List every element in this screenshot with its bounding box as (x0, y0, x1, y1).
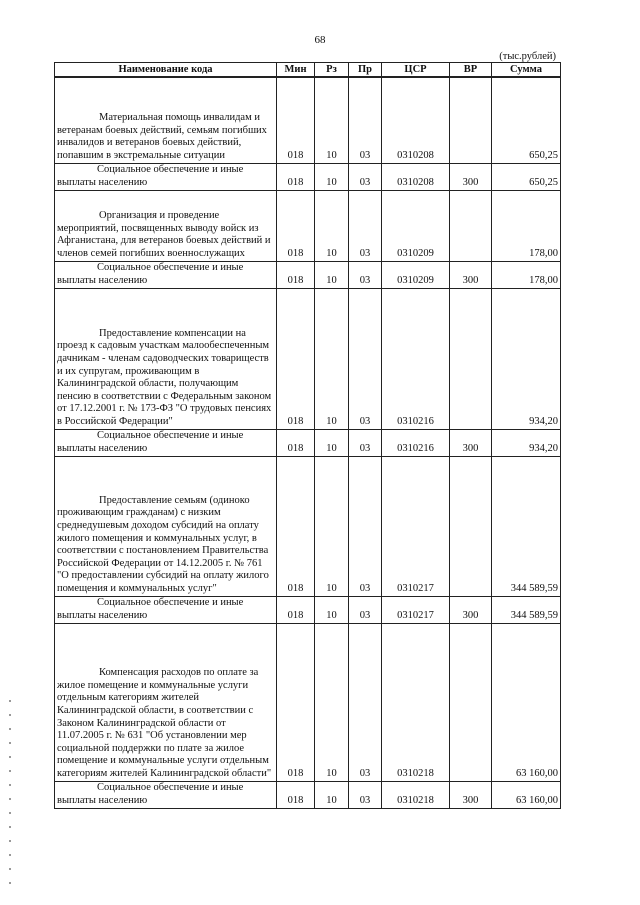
row-rz: 10 (315, 77, 349, 163)
row-sum: 178,00 (492, 190, 561, 261)
row-pr: 03 (349, 456, 382, 596)
row-sum: 63 160,00 (492, 623, 561, 781)
row-rz: 10 (315, 596, 349, 623)
row-sum: 63 160,00 (492, 781, 561, 808)
row-csr: 0310218 (382, 781, 450, 808)
row-rz: 10 (315, 288, 349, 429)
table-row (55, 163, 561, 190)
row-name-text: Компенсация расходов по оплате за жилое помещение и коммунальные услуги отдельным категориям жителей Калининградской области, в соответствии с Законом Калининградской области от 11.07.2005 г. № 631 "Об установлении мер социальной поддержки по плате за жилое помещение и коммунальные услуги отдельным категориям жителей Калининградской области" (57, 667, 272, 779)
header-csr: ЦСР (382, 63, 450, 78)
table-row (55, 288, 561, 429)
row-sum: 344 589,59 (492, 596, 561, 623)
row-csr: 0310208 (382, 163, 450, 190)
table-row (55, 429, 561, 456)
row-pr: 03 (349, 623, 382, 781)
row-name (55, 261, 277, 288)
row-name (55, 623, 277, 781)
row-vr: 300 (450, 163, 492, 190)
row-pr: 03 (349, 77, 382, 163)
row-min: 018 (277, 456, 315, 596)
row-name (55, 288, 277, 429)
header-pr: Пр (349, 63, 382, 78)
units-label: (тыс.рублей) (499, 51, 556, 62)
row-name-text: Социальное обеспечение и иные выплаты населению (57, 597, 244, 621)
row-min: 018 (277, 429, 315, 456)
row-pr: 03 (349, 596, 382, 623)
page-number: 68 (314, 34, 326, 46)
row-rz: 10 (315, 163, 349, 190)
table-row (55, 261, 561, 288)
row-vr (450, 456, 492, 596)
row-name (55, 163, 277, 190)
row-csr: 0310218 (382, 623, 450, 781)
header-rz: Рз (315, 63, 349, 78)
row-name (55, 456, 277, 596)
row-csr: 0310209 (382, 190, 450, 261)
row-csr: 0310216 (382, 429, 450, 456)
row-min: 018 (277, 596, 315, 623)
table-header-row (55, 63, 561, 78)
row-rz: 10 (315, 623, 349, 781)
row-sum: 934,20 (492, 429, 561, 456)
row-name-text: Предоставление семьям (одиноко проживающим гражданам) с низким среднедушевым доходом субсидий на оплату жилого помещения и коммунальных услуг, в соответствии с постановлением Правительства Российской Федерации от 14.12.2005 г. № 761 "О предоставлении субсидий на оплату жилого помещения и коммунальных услуг" (57, 494, 269, 594)
header-name: Наименование кода (55, 63, 277, 78)
row-vr: 300 (450, 596, 492, 623)
row-rz: 10 (315, 781, 349, 808)
row-vr (450, 190, 492, 261)
row-min: 018 (277, 77, 315, 163)
row-name (55, 77, 277, 163)
row-sum: 344 589,59 (492, 456, 561, 596)
row-name-text: Материальная помощь инвалидам и ветеранам боевых действий, семьям погибших инвалидов и ветеранов боевых действий, попавшим в экстремальные ситуации (57, 112, 267, 161)
row-name (55, 429, 277, 456)
row-csr: 0310216 (382, 288, 450, 429)
row-name (55, 596, 277, 623)
row-csr: 0310217 (382, 596, 450, 623)
table-row (55, 77, 561, 163)
header-min: Мин (277, 63, 315, 78)
table-row (55, 623, 561, 781)
row-csr: 0310217 (382, 456, 450, 596)
row-csr: 0310209 (382, 261, 450, 288)
row-rz: 10 (315, 429, 349, 456)
table-row (55, 190, 561, 261)
row-sum: 934,20 (492, 288, 561, 429)
row-name-text: Социальное обеспечение и иные выплаты населению (57, 782, 244, 806)
row-rz: 10 (315, 456, 349, 596)
row-name-text: Организация и проведение мероприятий, посвященных выводу войск из Афганистана, для ветеранов боевых действий и членов семей погибших военнослужащих (57, 210, 271, 259)
margin-marks (9, 700, 11, 890)
row-vr (450, 623, 492, 781)
budget-table (54, 62, 561, 809)
row-min: 018 (277, 190, 315, 261)
header-sum: Сумма (492, 63, 561, 78)
row-name-text: Социальное обеспечение и иные выплаты населению (57, 430, 244, 454)
row-min: 018 (277, 781, 315, 808)
row-rz: 10 (315, 261, 349, 288)
row-vr: 300 (450, 781, 492, 808)
row-pr: 03 (349, 261, 382, 288)
table-row (55, 456, 561, 596)
row-sum: 650,25 (492, 163, 561, 190)
row-name (55, 190, 277, 261)
row-sum: 650,25 (492, 77, 561, 163)
row-pr: 03 (349, 781, 382, 808)
row-min: 018 (277, 261, 315, 288)
row-min: 018 (277, 623, 315, 781)
table-row (55, 596, 561, 623)
row-pr: 03 (349, 288, 382, 429)
row-vr: 300 (450, 429, 492, 456)
header-vr: ВР (450, 63, 492, 78)
table-row (55, 781, 561, 808)
row-rz: 10 (315, 190, 349, 261)
row-vr (450, 77, 492, 163)
row-name-text: Социальное обеспечение и иные выплаты населению (57, 164, 244, 188)
row-vr (450, 288, 492, 429)
row-min: 018 (277, 163, 315, 190)
row-vr: 300 (450, 261, 492, 288)
row-name (55, 781, 277, 808)
row-csr: 0310208 (382, 77, 450, 163)
row-sum: 178,00 (492, 261, 561, 288)
row-name-text: Предоставление компенсации на проезд к садовым участкам малообеспеченным дачникам - членам садоводческих товариществ и их супругам, проживающим в Калининградской области, получающим пенсию в соответствии с Федеральным законом от 17.12.2001 г. № 173-ФЗ "О трудовых пенсиях в Российской Федерации" (57, 327, 272, 427)
row-pr: 03 (349, 429, 382, 456)
row-pr: 03 (349, 163, 382, 190)
row-pr: 03 (349, 190, 382, 261)
row-min: 018 (277, 288, 315, 429)
row-name-text: Социальное обеспечение и иные выплаты населению (57, 262, 244, 286)
